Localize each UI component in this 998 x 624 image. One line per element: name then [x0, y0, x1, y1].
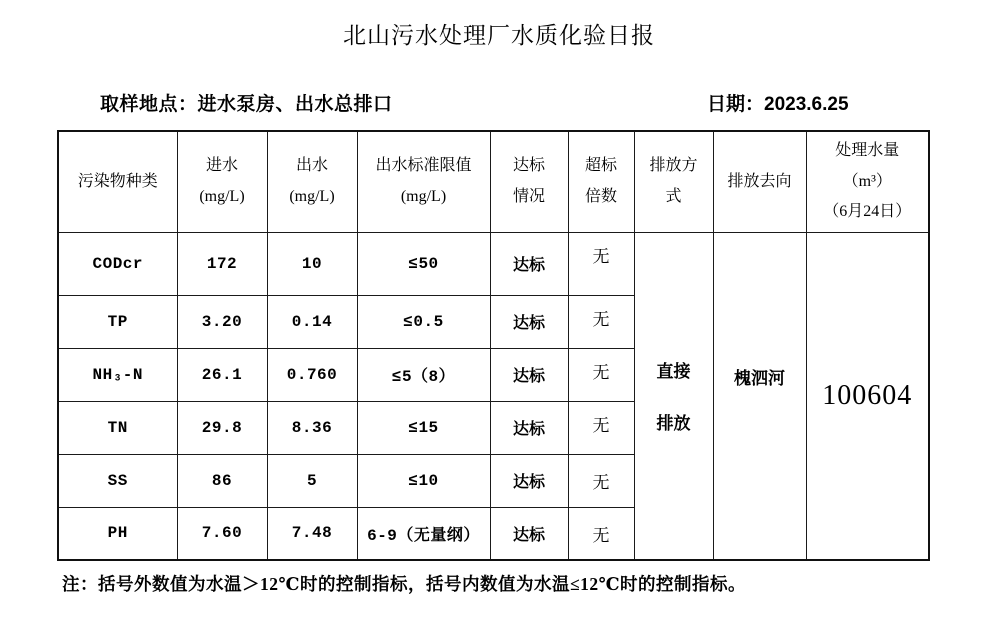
- col-header-discharge-mode: [634, 131, 713, 232]
- cell-limit: ≤0.5: [357, 295, 490, 348]
- col-header-volume: [806, 131, 929, 232]
- cell-pollutant: PH: [58, 507, 177, 560]
- cell-destination: 槐泗河: [713, 232, 806, 560]
- cell-pollutant: CODcr: [58, 232, 177, 295]
- col-header-pollutant: [58, 131, 177, 232]
- cell-limit: ≤50: [357, 232, 490, 295]
- cell-influent: 26.1: [177, 348, 267, 401]
- col-header-label: 达标: [512, 157, 545, 175]
- cell-influent: 172: [177, 232, 267, 295]
- col-header-label: 超标: [584, 157, 617, 175]
- cell-effluent: 10: [267, 232, 357, 295]
- col-header-label: 情况: [512, 187, 545, 205]
- cell-pollutant: TP: [58, 295, 177, 348]
- cell-compliance: 达标: [490, 232, 568, 295]
- cell-limit: ≤5（8）: [357, 348, 490, 401]
- col-header-unit: (mg/L): [199, 187, 245, 205]
- cell-limit: 6-9（无量纲）: [357, 507, 490, 560]
- col-header-unit: (mg/L): [289, 187, 335, 205]
- cell-exceed: 无: [568, 295, 634, 348]
- cell-influent: 3.20: [177, 295, 267, 348]
- cell-volume: 100604: [806, 232, 929, 560]
- cell-exceed: 无: [568, 401, 634, 454]
- col-header-label: 倍数: [584, 187, 617, 205]
- cell-limit: ≤10: [357, 454, 490, 507]
- cell-pollutant: SS: [58, 454, 177, 507]
- col-header-exceed: [568, 131, 634, 232]
- cell-exceed: 无: [568, 507, 634, 560]
- page-title: 北山污水处理厂水质化验日报: [343, 23, 655, 48]
- col-header-label: 出水: [295, 157, 328, 175]
- col-header-unit: (mg/L): [400, 187, 447, 205]
- col-header-label: 排放去向: [727, 172, 792, 190]
- cell-exceed: 无: [568, 348, 634, 401]
- col-header-unit: （m³）: [842, 172, 892, 190]
- cell-effluent: 0.14: [267, 295, 357, 348]
- cell-influent: 7.60: [177, 507, 267, 560]
- water-quality-table: [57, 130, 930, 561]
- cell-effluent: 0.760: [267, 348, 357, 401]
- header-row: [58, 131, 929, 232]
- cell-exceed: 无: [568, 454, 634, 507]
- cell-exceed: 无: [568, 232, 634, 295]
- cell-influent: 29.8: [177, 401, 267, 454]
- col-header-label: 式: [665, 187, 682, 205]
- cell-discharge-mode: [634, 232, 713, 560]
- col-header-date: （6月24日）: [823, 202, 912, 220]
- report-date: 日期：2023.6.25: [707, 94, 849, 115]
- discharge-mode-line: 直接: [656, 362, 691, 382]
- discharge-mode-line: 排放: [656, 414, 691, 434]
- col-header-label: 排放方: [649, 157, 698, 175]
- col-header-label: 污染物种类: [77, 172, 158, 190]
- sample-location-label: 取样地点：进水泵房、出水总排口: [100, 94, 393, 115]
- cell-effluent: 8.36: [267, 401, 357, 454]
- cell-effluent: 7.48: [267, 507, 357, 560]
- col-header-effluent: [267, 131, 357, 232]
- cell-influent: 86: [177, 454, 267, 507]
- cell-compliance: 达标: [490, 401, 568, 454]
- cell-pollutant: TN: [58, 401, 177, 454]
- cell-limit: ≤15: [357, 401, 490, 454]
- col-header-label: 处理水量: [835, 142, 900, 160]
- col-header-limit: [357, 131, 490, 232]
- cell-effluent: 5: [267, 454, 357, 507]
- col-header-destination: [713, 131, 806, 232]
- table-row: [58, 232, 929, 295]
- col-header-label: 进水: [205, 157, 238, 175]
- cell-compliance: 达标: [490, 295, 568, 348]
- col-header-influent: [177, 131, 267, 232]
- cell-compliance: 达标: [490, 507, 568, 560]
- cell-compliance: 达标: [490, 454, 568, 507]
- col-header-label: 出水标准限值: [375, 157, 472, 175]
- cell-pollutant: NH₃-N: [58, 348, 177, 401]
- col-header-compliance: [490, 131, 568, 232]
- cell-compliance: 达标: [490, 348, 568, 401]
- footnote: 注：括号外数值为水温＞12℃时的控制指标，括号内数值为水温≤12℃时的控制指标。: [62, 574, 747, 594]
